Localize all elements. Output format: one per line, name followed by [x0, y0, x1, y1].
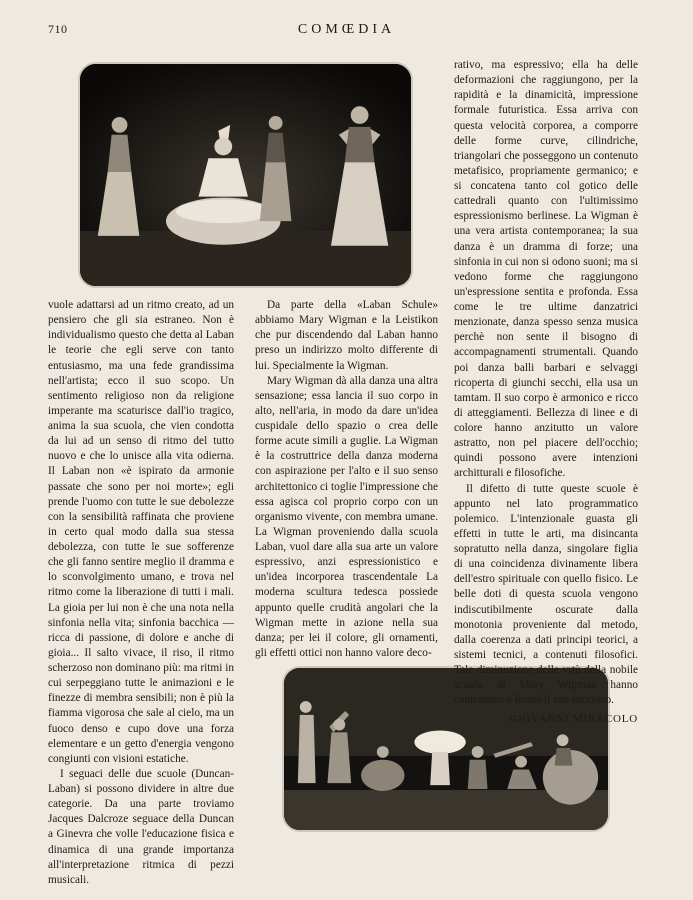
article-column-left [48, 298, 234, 888]
article-paragraph: rativo, ma espressivo; ella ha delle deformazioni che raggiungono, per la rapidità e la dinamicità, impressione formale futuristica. Essa arriva con questa velocità corporea, a comporre delle forme curve, cilindriche, triangolari che posseggono un contenuto metafisico, propriamente germanico; e si concatena tanto col gotico delle cattedrali quanto con l'ultimissimo espressionismo berlinese. La Wigman è una vera artista contemporanea; la sua danza è un dramma di forze; una sinfonia in cui non si odono suoni; ma si vedono forme che raggiungono un'espressione sentita e profonda. Essa come le tre ultime danzatrici menzionate, danza spesso senza musica perchè non sente il bisogno di accompagnamenti strumentali. Quando poi danza balli barbari e selvaggi ricoperta di giunchi secchi, ella usa un tamtam. Il suo corpo è armonico e ricco di atteggiamenti. Bellezza di linee e di colore hanno anzitutto un valore astratto, non pel piacere dell'occhio; quindi possono avere intenzioni architturali e filosofiche. [454, 59, 638, 480]
article-paragraph: Da parte della «Laban Schule» abbiamo Mary Wigman e la Leistikon che pur discendendo dal Laban hanno preso un indirizzo molto differente di lui. Specialmente la Wigman. [255, 299, 438, 372]
photo-dancers-group [78, 62, 413, 288]
article-paragraph: I seguaci delle due scuole (Duncan-Laban) si possono dividere in altre due categorie. Da una parte troviamo Jacques Dalcroze seguace della Duncan a Ginevra che volle l'educazione fisica e dinamica di una grande importanza all'interpretazione ritmica di pezzi musicali. [48, 767, 234, 886]
page-number: 710 [48, 22, 68, 36]
article-column-middle [255, 298, 438, 661]
photo-dancers-illustration [80, 64, 411, 286]
article-column-right [454, 58, 638, 728]
article-paragraph: Il difetto di tutte queste scuole è appunto nel lato programmatico polemico. L'intenzionale guasta gli effetti in tutte le arti, ma disincanta sopratutto nella danza, singolare figlia di una coincidenza divinamente libera dell'estro spirituale con quello fisico. Le belle doti di questa scuola vengono indiscutibilmente oscurate dalla monotonia proveniente dal metodo, dalla coerenza a dati principi teorici, a sistemi tecnici, a contenuti filosofici. Tale diminuzione delle vrtù della nobile scuola di Mary Wigman hanno contrastato a Roma il suo successo. [454, 482, 638, 707]
article-paragraph: vuole adattarsi ad un ritmo creato, ad un pensiero che gli sia estraneo. Non è individualismo questo che detta al Laban le teorie che egli serve con tanto entusiasmo, ma una fede grandissima nell'artista; ecco il suo scopo. Un sentimento religioso non da religione imperante ma scaturisce dall'io tragico, anima la sua scuola, che vien condotta da lui ad un senso di ritmo del tutto nuovo e che lo unisce alla vita odierna. Il Laban non «è ispirato da armonie passate che sono per noi morte»; egli prende l'uomo con tutte le sue debolezze con la sensibilità raffinata che proviene in certo qual modo dalla sua stessa debolezza, con tutte le sue sofferenze che gli fanno sentire meglio il dramma e lo sconvolgimento umano, e trova nel ritmo come la liberazione di tutti i mali. La gioia per lui non è che una nota nella sinfonia nella vita; sinfonia bacchica — ricca di passione, di dolore e anche di gioia... Il salto vivace, il riso, il ritmo scherzoso non dominano più: ma ritmi in cui serpeggiano tutte le animazioni e le finezze di membra sensibili; non è più la fiamma vigorosa che sale al cielo, ma un fuoco denso e cupo dove una forza elementare e un getto d'energia vengono congiunti con visioni estatiche. [48, 299, 234, 765]
article-paragraph: Mary Wigman dà alla danza una altra sensazione; essa lancia il suo corpo in alto, nell'aria, in modo da dare un'idea cuspidale dello spazio o crea delle forme acute simili a guglie. La Wigman è la costruttrice della danza moderna con aspirazione per l'alto e il suo senso architettonico ci toglie l'impressione che essa agisca col proprio corpo con un organismo vivente, con membra umane. La Wigman proveniendo dalla scuola Laban, vuol dare alla sua arte un valore espressivo, anzi espressionistico e un'idea incorporea trascendentale La moderna scultura tedesca possiede appunto quelle crudità angolari che la Wigman mette in azione nella sua danza; per lei il colore, gli ornamenti, gli effetti ottici non hanno valore deco- [255, 374, 438, 659]
author-signature: GIOVANNI MIRACOLO [509, 713, 638, 726]
magazine-title: COMŒDIA [297, 22, 396, 37]
